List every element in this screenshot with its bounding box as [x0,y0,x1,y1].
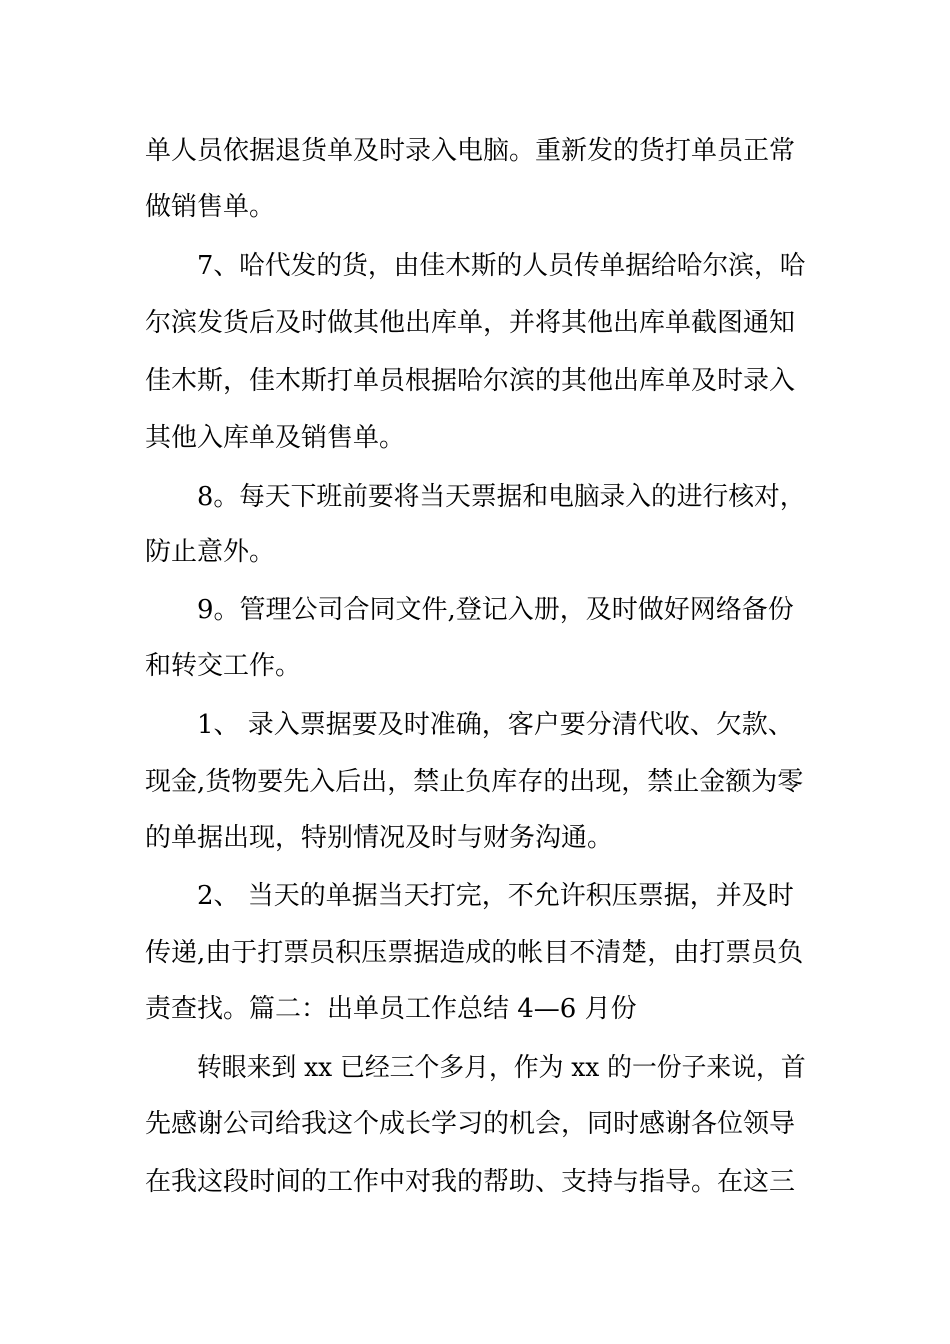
text-line: 其他入库单及销售单。 [145,423,406,453]
paragraph-start-line: 1、 录入票据要及时准确，客户要分清代收、欠款、 [197,710,794,740]
paragraph-start-line: 2、 当天的单据当天打完，不允许积压票据，并及时 [197,881,794,911]
text-line: 和转交工作。 [145,651,302,681]
text-line: 先感谢公司给我这个成长学习的机会，同时感谢各位领导 [145,1109,796,1139]
text-line: 尔滨发货后及时做其他出库单，并将其他出库单截图通知 [145,308,796,338]
text-line: 传递,由于打票员积压票据造成的帐目不清楚，由打票员负 [145,938,804,968]
text-line: 的单据出现，特别情况及时与财务沟通。 [145,823,614,853]
paragraph-start-line: 9。管理公司合同文件,登记入册，及时做好网络备份 [197,595,794,625]
paragraph-start-line: 转眼来到 xx 已经三个多月，作为 xx 的一份子来说，首 [197,1053,806,1083]
text-line: 现金,货物要先入后出，禁止负库存的出现，禁止金额为零 [145,767,804,797]
text-line: 单人员依据退货单及时录入电脑。重新发的货打单员正常 [145,136,796,166]
paragraph-start-line: 7、哈代发的货，由佳木斯的人员传单据给哈尔滨，哈 [197,251,806,281]
text-line: 做销售单。 [145,192,276,222]
paragraph-start-line: 8。每天下班前要将当天票据和电脑录入的进行核对， [197,482,806,512]
text-line: 在我这段时间的工作中对我的帮助、支持与指导。在这三 [145,1167,796,1197]
text-line: 防止意外。 [145,537,276,567]
text-line: 佳木斯，佳木斯打单员根据哈尔滨的其他出库单及时录入 [145,366,796,396]
text-line: 责查找。篇二：出单员工作总结 4—6 月份 [145,994,637,1024]
